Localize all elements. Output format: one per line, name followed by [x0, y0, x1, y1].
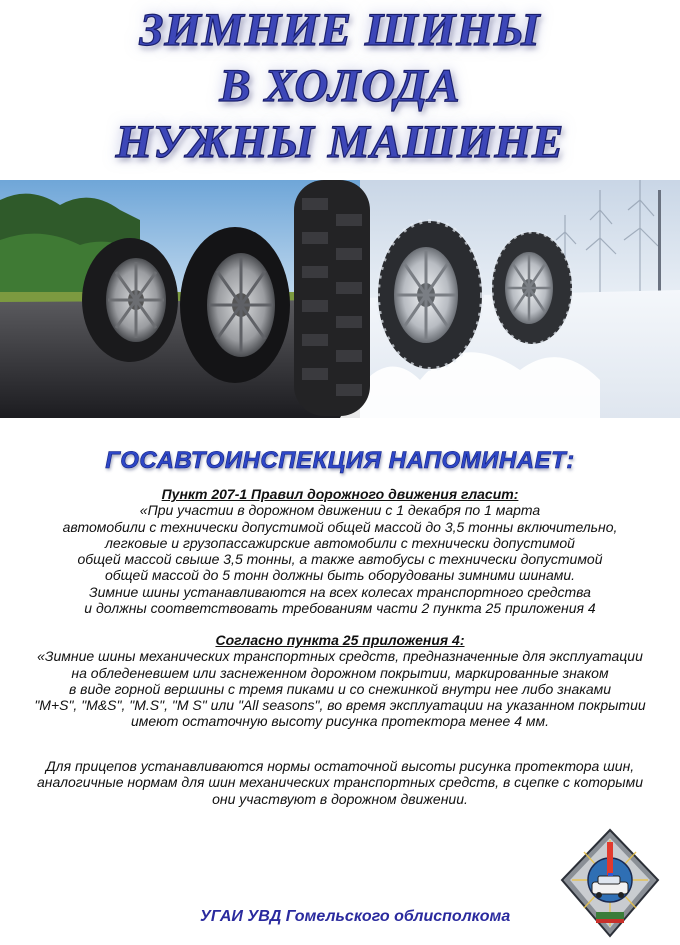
appendix-25-line: "M+S", "M&S", "M.S", "M S" или "All seasons", во время эксплуатации на указанном покрытии	[34, 697, 646, 714]
title-line-1: ЗИМНИЕ ШИНЫ	[139, 4, 541, 56]
trailer-line: аналогичные нормам для шин механических транспортных средств, в сцепке с которыми	[36, 774, 643, 791]
poster-title	[0, 2, 680, 180]
rule-207-line: «При участии в дорожном движении с 1 декабря по 1 марта	[139, 502, 541, 519]
rule-207-line: автомобили с технически допустимой общей массой до 3,5 тонны включительно,	[62, 518, 618, 535]
notice-heading: ГОСАВТОИНСПЕКЦИЯ НАПОМИНАЕТ:	[105, 447, 575, 474]
rule-207-line: легковые и грузопассажирские автомобили с технически допустимой	[105, 534, 575, 551]
rule-207-line: общей массой до 5 тонн должны быть оборудованы зимними шинами.	[104, 567, 576, 584]
tires-photo	[0, 180, 680, 418]
appendix-25-line: «Зимние шины механических транспортных средств, предназначенные для эксплуатации	[37, 648, 643, 665]
appendix-25-line: имеют остаточную высоту рисунка протектора менее 4 мм.	[131, 713, 549, 730]
title-line-3: НУЖНЫ МАШИНЕ	[115, 116, 565, 168]
traffic-police-emblem-icon	[560, 828, 660, 940]
appendix-25-line: на обледеневшем или заснеженном дорожном покрытии, маркированные знаком	[71, 664, 609, 681]
trailer-line: они участвуют в дорожном движении.	[212, 790, 468, 807]
trailer-line: Для прицепов устанавливаются нормы остаточной высоты рисунка протектора шин,	[45, 758, 635, 774]
footer-organization: УГАИ УВД Гомельского облисполкома	[200, 908, 511, 925]
appendix-25-section	[0, 632, 680, 730]
appendix-25-line: в виде горной вершины с тремя пиками и со снежинкой внутри нее либо знаками	[68, 680, 612, 697]
rule-207-heading: Пункт 207-1 Правил дорожного движения гласит:	[161, 486, 519, 502]
rule-207-line: и должны соответствовать требованиям части 2 пункта 25 приложения 4	[84, 600, 596, 617]
rule-207-line: общей массой свыше 3,5 тонны, а также автобусы с технически допустимой	[77, 551, 603, 568]
title-line-2: В ХОЛОДА	[219, 60, 461, 112]
rule-207-line: Зимние шины устанавливаются на всех колесах транспортного средства	[89, 583, 591, 600]
appendix-25-heading: Согласно пункта 25 приложения 4:	[215, 632, 465, 648]
rule-207-section	[0, 486, 680, 616]
trailer-section	[0, 758, 680, 807]
